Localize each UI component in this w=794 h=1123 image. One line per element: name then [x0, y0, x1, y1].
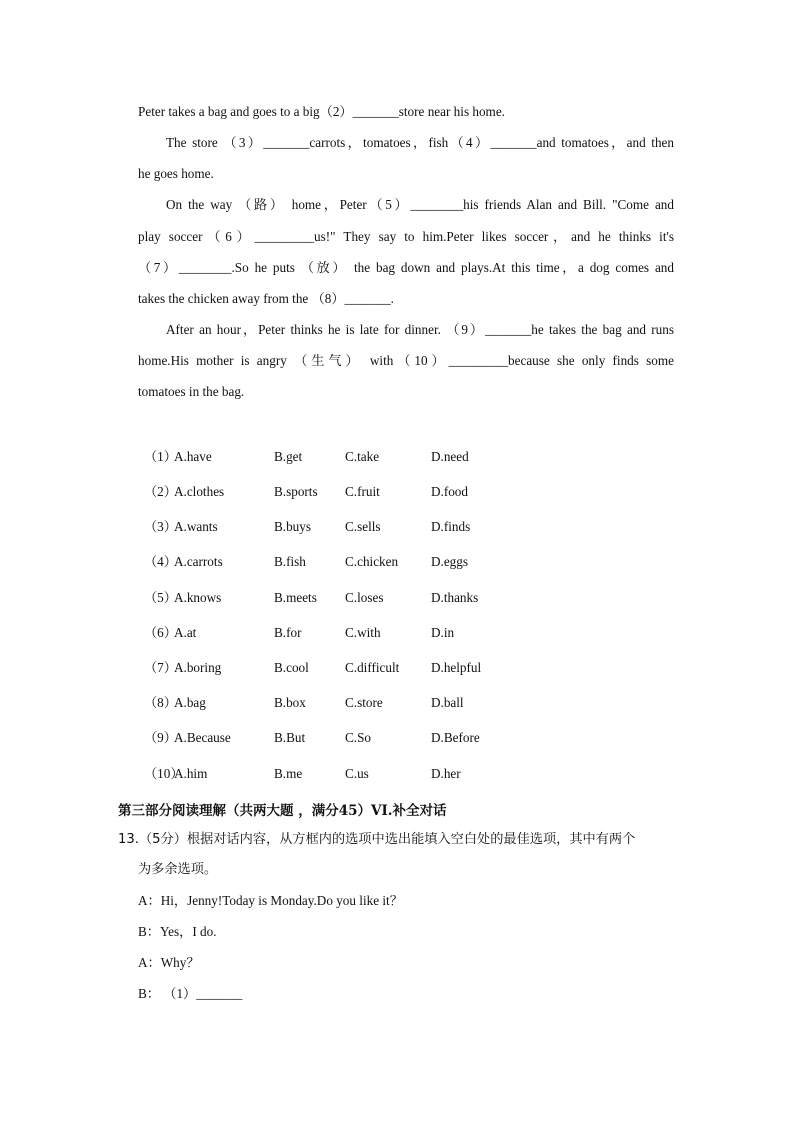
option-d: D.eggs [431, 554, 468, 569]
option-row [144, 693, 544, 713]
option-number: （10） [144, 766, 184, 781]
option-a: A.have [174, 449, 212, 464]
option-number: （2） [144, 484, 177, 499]
option-c: C.So [345, 730, 372, 745]
option-number: （6） [144, 625, 177, 640]
passage-line-8: After an hour，Peter thinks he is late for dinner. （9）_______he takes the bag and runs [166, 322, 674, 337]
option-row [144, 728, 544, 748]
option-number: （4） [144, 554, 177, 569]
option-row [144, 517, 544, 537]
option-d: D.food [431, 484, 468, 499]
option-c: C.with [345, 625, 381, 640]
option-number: （9） [144, 730, 177, 745]
dialog-line: A：Hi，Jenny!Today is Monday.Do you like it？ [138, 893, 403, 908]
option-c: C.sells [345, 519, 381, 534]
option-row [144, 623, 544, 643]
option-d: D.her [431, 766, 461, 781]
dialog-line: B：Yes，I do. [138, 924, 217, 939]
option-b: B.buys [274, 519, 312, 534]
option-b: B.for [274, 625, 302, 640]
option-b: B.cool [274, 660, 309, 675]
option-b: B.get [274, 449, 303, 464]
option-row [144, 447, 544, 467]
option-row [144, 658, 544, 678]
option-row [144, 552, 544, 572]
option-c: C.loses [345, 590, 384, 605]
option-c: C.difficult [345, 660, 400, 675]
passage-line-5: play soccer（6）_________us!" They say to him.Peter likes soccer，and he thinks it's [138, 229, 674, 244]
option-row [144, 588, 544, 608]
option-b: B.sports [274, 484, 318, 499]
option-c: C.take [345, 449, 380, 464]
dialog-line: B： （1）_______ [138, 986, 243, 1001]
option-d: D.in [431, 625, 455, 640]
option-row [144, 764, 544, 784]
question-13-stem: 13.（5分）根据对话内容，从方框内的选项中选出能填入空白处的最佳选项，其中有两个 [118, 832, 636, 847]
option-a: A.knows [174, 590, 222, 605]
question-13-stem-cont: 为多余选项。 [138, 862, 218, 877]
dialog-line: A：Why？ [138, 955, 200, 970]
option-d: D.thanks [431, 590, 479, 605]
option-a: A.wants [174, 519, 218, 534]
option-number: （7） [144, 660, 177, 675]
option-b: B.box [274, 695, 306, 710]
option-d: D.ball [431, 695, 464, 710]
option-a: A.carrots [174, 554, 223, 569]
passage-line-3: he goes home. [138, 166, 214, 181]
option-c: C.chicken [345, 554, 399, 569]
option-d: D.Before [431, 730, 480, 745]
option-d: D.helpful [431, 660, 482, 675]
option-a: A.him [174, 766, 208, 781]
option-number: （5） [144, 590, 177, 605]
passage-line-9: home.His mother is angry （生气） with（10）_________because she only finds some [138, 353, 674, 368]
option-d: D.finds [431, 519, 471, 534]
passage-line-7: takes the chicken away from the （8）_______. [138, 291, 394, 306]
option-a: A.at [174, 625, 197, 640]
option-number: （3） [144, 519, 177, 534]
option-row [144, 482, 544, 502]
option-d: D.need [431, 449, 469, 464]
passage-line-2: The store （3）_______carrots，tomatoes，fish（4）_______and tomatoes，and then [166, 135, 674, 150]
option-b: B.me [274, 766, 303, 781]
passage-line-10: tomatoes in the bag. [138, 384, 245, 399]
option-b: B.fish [274, 554, 306, 569]
passage-line-4: On the way （路） home，Peter（5）________his friends Alan and Bill. "Come and [166, 197, 674, 212]
option-c: C.us [345, 766, 369, 781]
option-a: A.Because [174, 730, 231, 745]
option-number: （1） [144, 449, 177, 464]
option-b: B.meets [274, 590, 317, 605]
option-a: A.boring [174, 660, 222, 675]
passage-line-6: （7）________.So he puts （放） the bag down and plays.At this time，a dog comes and [138, 260, 674, 275]
option-c: C.fruit [345, 484, 380, 499]
option-c: C.store [345, 695, 383, 710]
section-title: 第三部分阅读理解（共两大题 ，满分45）VI.补全对话 [118, 803, 447, 819]
passage-line-1: Peter takes a bag and goes to a big（2）_______store near his home. [138, 104, 505, 119]
option-number: （8） [144, 695, 177, 710]
option-a: A.clothes [174, 484, 225, 499]
option-a: A.bag [174, 695, 206, 710]
option-b: B.But [274, 730, 306, 745]
